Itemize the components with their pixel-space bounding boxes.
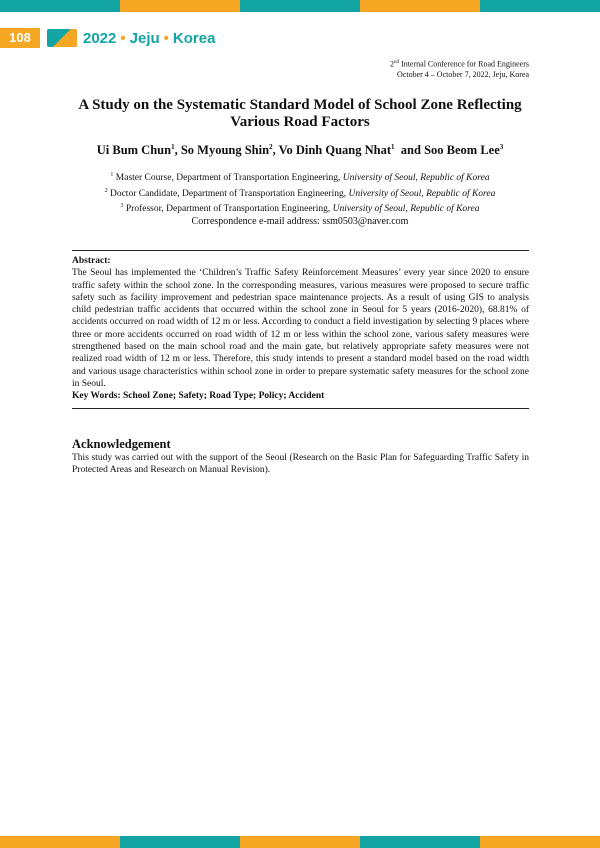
abstract-top-rule bbox=[72, 250, 529, 251]
correspondence-email: Correspondence e-mail address: ssm0503@naver.com bbox=[191, 216, 409, 227]
affiliation-list bbox=[60, 169, 540, 216]
affiliation: $^2$ Doctor Candidate, Department of Transportation Engineering, University of Seoul, Republic of Korea bbox=[104, 187, 496, 199]
author-list: Ui Bum Chun$^1$, So Myoung Shin$^2$, Vo Dinh Quang Nhat$^1$ and Soo Beom Lee$^3$ bbox=[96, 143, 504, 158]
conference-line-1: 2nd Internal Conference for Road Engineers bbox=[390, 59, 529, 69]
affiliation: $^3$ Professor, Department of Transportation Engineering, University of Seoul, Republic of Korea bbox=[120, 203, 480, 215]
logo-country: Korea bbox=[172, 29, 216, 47]
acknowledgement-heading: Acknowledgement bbox=[72, 437, 171, 451]
conference-logo bbox=[47, 28, 215, 48]
logo-mark-icon bbox=[47, 29, 77, 47]
author: Soo Beom Lee bbox=[424, 143, 500, 158]
logo-year: 2022 bbox=[83, 29, 117, 47]
abstract-body: The Seoul has implemented the ‘Children’s Traffic Safety Reinforcement Measures’ every year since 2020 to ensure traffic safety within the school zone. In the corresponding measures, various measures were proposed to secure traffic safety such as facility improvement and pedestrian space maintenance projects. As a result of using GIS to analysis child pedestrian traffic accidents that occurred within the school zone in Seoul for 5 years (2016-2020), 68.81% of accidents occurred on road width of 12 m or less. According to conduct a field investigation by selecting 9 places where three or more accidents occurred on road width of 12 m or less within the school zone, various safety measures were strengthened based on the main school road and the main gate, but relatively appropriate safety measures were not realized road width of 12 m or less. Therefore, this study intends to present a standard model based on the road width and various usage characteristics within school zone in order to prepare systematic safety measures for the school zone in Seoul. bbox=[72, 268, 529, 389]
bottom-color-stripe bbox=[0, 836, 600, 848]
abstract-bottom-rule bbox=[72, 408, 529, 409]
top-color-stripe bbox=[0, 0, 600, 12]
author: So Myoung Shin bbox=[180, 143, 270, 158]
author: Ui Bum Chun bbox=[96, 143, 172, 158]
author: Vo Dinh Quang Nhat bbox=[278, 143, 392, 158]
conference-line-2: October 4 – October 7, 2022, Jeju, Korea bbox=[397, 69, 529, 79]
affiliation: $^1$ Master Course, Department of Transportation Engineering, University of Seoul, Republic of Korea bbox=[110, 172, 490, 184]
abstract-section bbox=[72, 255, 529, 403]
paper-title: A Study on the Systematic Standard Model of School Zone Reflecting Various Road Factors bbox=[78, 97, 522, 130]
logo-city: Jeju bbox=[129, 29, 160, 47]
abstract-heading: Abstract: bbox=[72, 256, 111, 266]
conference-info bbox=[390, 58, 529, 80]
logo-dot-icon: • bbox=[120, 29, 126, 47]
keywords: Key Words: School Zone; Safety; Road Type; Policy; Accident bbox=[72, 391, 325, 402]
acknowledgement-body: This study was carried out with the support of the Seoul (Research on the Basic Plan for Safeguarding Traffic Safety in Protected Areas and Research on Manual Revision). bbox=[72, 453, 529, 476]
page-number: 108 bbox=[0, 28, 40, 48]
logo-dot-icon: • bbox=[163, 29, 169, 47]
